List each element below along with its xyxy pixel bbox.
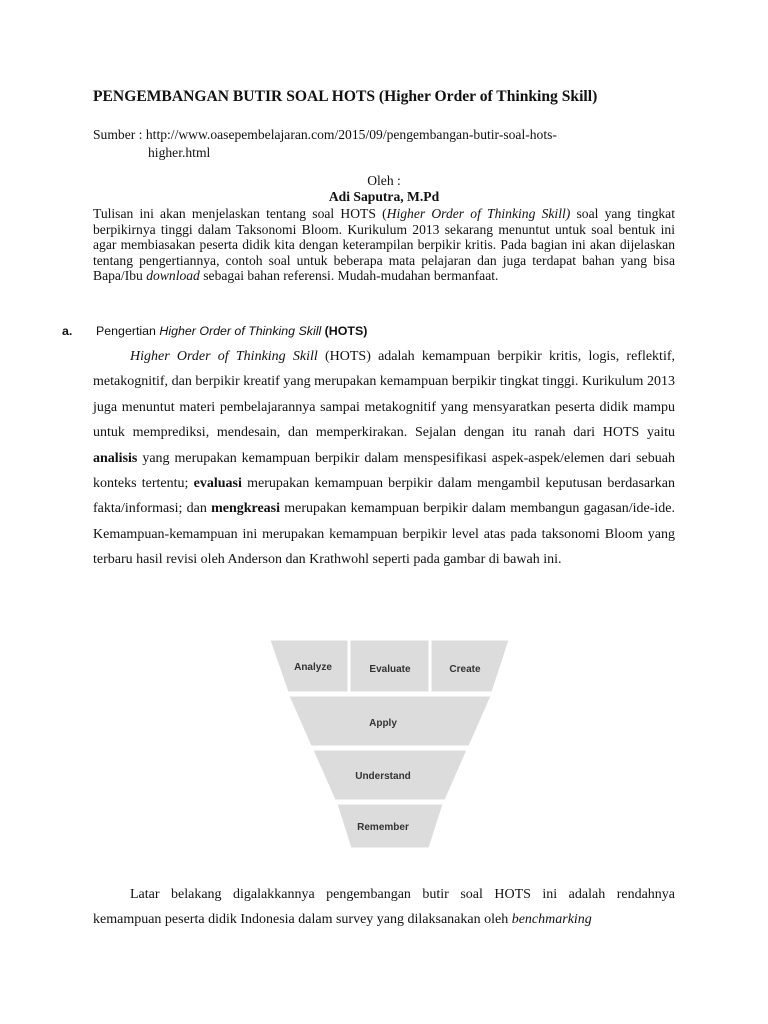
paragraph-text-1: (HOTS) adalah kemampuan berpikir kritis, logis, reflektif, metakognitif, dan berpikir kreatif yang merupakan kemampuan berpikir tingkat tinggi. Kurikulum 2013 juga menuntut materi pembelajarannya sampai metakognitif yang mensyaratkan peserta didik mampu untuk memprediksi, mendesain, dan memperkirakan. Sejalan dengan itu ranah dari HOTS yaitu [93, 349, 675, 441]
author-name: Adi Saputra, M.Pd [328, 189, 440, 204]
label-analyze: Analyze [294, 662, 332, 673]
intro-text-3: sebagai bahan referensi. Mudah-mudahan bermanfaat. [199, 268, 499, 283]
heading-suffix: (HOTS) [321, 324, 368, 338]
closing-italic: benchmarking [511, 912, 592, 928]
source-url-line1: http://www.oasepembelajaran.com/2015/09/pengembangan-butir-soal-hots- [145, 127, 557, 142]
paragraph-text-2: yang merupakan kemampuan berpikir dalam menspesifikasi aspek-aspek/elemen dari sebuah konteks tertentu; [93, 450, 675, 492]
source-line [93, 126, 557, 162]
label-remember: Remember [357, 822, 409, 833]
heading-italic: Higher Order of Thinking Skill [159, 324, 322, 338]
document-title: PENGEMBANGAN BUTIR SOAL HOTS (Higher Order of Thinking Skill) [93, 88, 598, 105]
paragraph-text-3: merupakan kemampuan berpikir dalam mengambil keputusan berdasarkan fakta/informasi; dan [93, 476, 675, 517]
section-paragraph [93, 344, 675, 573]
section-marker: a. [62, 324, 73, 338]
intro-text-2: soal yang tingkat berpikirnya tinggi dalam Taksonomi Bloom. Kurikulum 2013 sekarang menuntut untuk soal bentuk ini agar membiasakan peserta didik kita dengan keterampilan berpikir kritis. Pada bagian ini akan dijelaskan tentang pengertiannya, contoh soal untuk beberapa mata pelajaran dan juga terdapat bahan yang bisa Bapa/Ibu [93, 206, 675, 283]
label-understand: Understand [355, 771, 411, 782]
label-create: Create [449, 664, 481, 675]
bloom-funnel-diagram [266, 636, 516, 850]
paragraph-italic: Higher Order of Thinking Skill [130, 349, 318, 364]
closing-paragraph-container [93, 882, 675, 933]
closing-paragraph [93, 882, 675, 933]
intro-italic-2: download [146, 268, 200, 283]
term-analisis: analisis [93, 450, 138, 466]
intro-paragraph [93, 206, 675, 284]
term-evaluasi: evaluasi [193, 476, 242, 492]
term-mengkreasi: mengkreasi [211, 501, 281, 517]
heading-text: Pengertian [96, 324, 160, 338]
section-heading [62, 324, 367, 338]
intro-text-1: Tulisan ini akan menjelaskan tentang soal HOTS ( [93, 206, 387, 221]
intro-italic-1: Higher Order of Thinking Skill) [386, 206, 571, 221]
byline-label: Oleh : [367, 173, 401, 188]
closing-text: Latar belakang digalakkannya pengembangan butir soal HOTS ini adalah rendahnya kemampuan peserta didik Indonesia dalam survey yang dilaksanakan oleh [93, 887, 675, 928]
source-label: Sumber : [93, 127, 146, 142]
label-evaluate: Evaluate [369, 664, 411, 675]
label-apply: Apply [369, 718, 397, 729]
source-url-line2: higher.html [148, 145, 211, 160]
section-body [93, 344, 675, 573]
bloom-taxonomy-figure [266, 636, 516, 850]
paragraph-text-4: merupakan kemampuan berpikir dalam membangun gagasan/ide-ide. Kemampuan-kemampuan ini merupakan kemampuan berpikir level atas pada taksonomi Bloom yang terbaru hasil revisi oleh Anderson dan Krathwohl seperti pada gambar di bawah ini. [93, 501, 675, 568]
